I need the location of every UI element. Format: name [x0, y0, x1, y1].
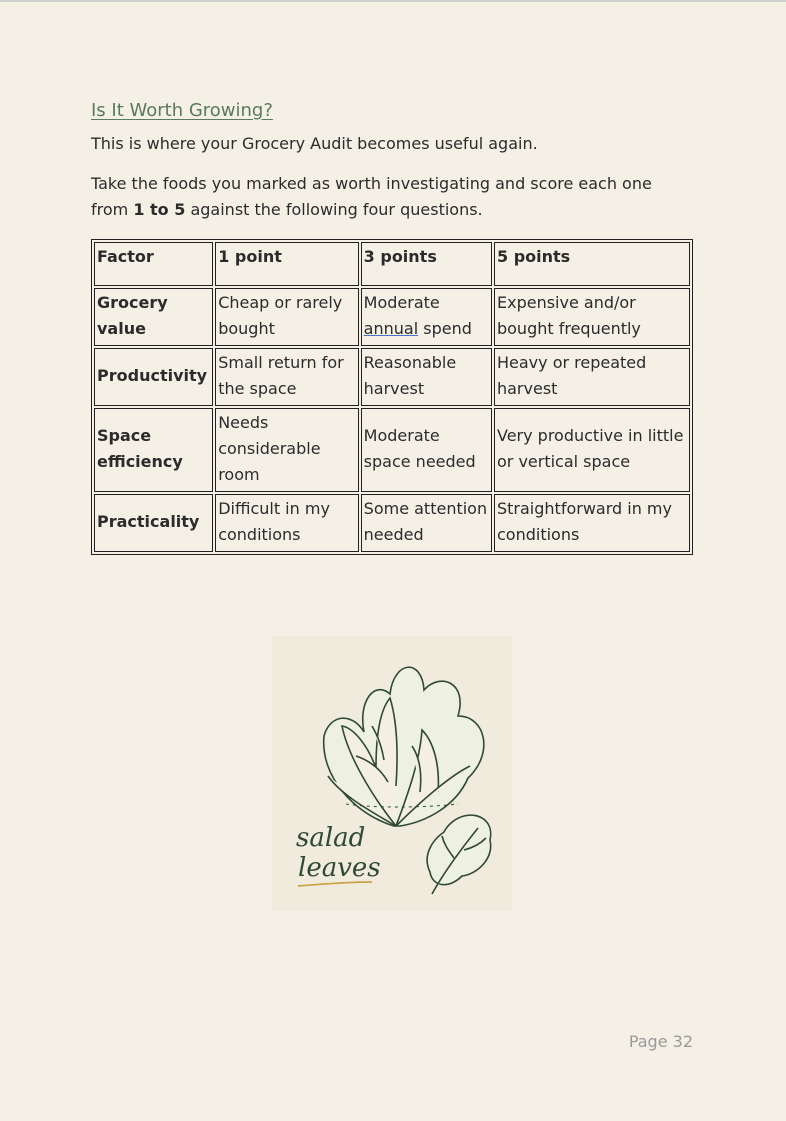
factor-cell: Practicality — [94, 494, 213, 552]
instruction-range: 1 to 5 — [133, 200, 186, 219]
salad-leaves-illustration — [272, 636, 512, 911]
table-row — [94, 288, 690, 346]
instruction-end: against the following four questions. — [185, 200, 483, 219]
page-content — [91, 98, 693, 555]
five-points-cell: Expensive and/or bought frequently — [494, 288, 690, 346]
illustration-caption-line2: leaves — [298, 853, 381, 883]
three-points-cell: Some attention needed — [361, 494, 492, 552]
scoring-table — [91, 239, 693, 555]
page-number: Page 32 — [628, 1032, 693, 1051]
lettuce-drawing — [272, 636, 512, 911]
five-points-cell: Very productive in little or vertical space — [494, 408, 690, 492]
factor-cell: Space efficiency — [94, 408, 213, 492]
five-points-cell: Heavy or repeated harvest — [494, 348, 690, 406]
factor-cell: Grocery value — [94, 288, 213, 346]
one-point-cell: Small return for the space — [215, 348, 358, 406]
instruction-start: Take the foods you marked as worth investigating and score each one from — [91, 174, 652, 219]
three-points-text: Moderate — [363, 293, 440, 312]
five-points-cell: Straightforward in my conditions — [494, 494, 690, 552]
factor-cell: Productivity — [94, 348, 213, 406]
annual-word: annual — [363, 319, 419, 338]
table-row — [94, 408, 690, 492]
top-border — [0, 0, 786, 2]
one-point-cell: Needs considerable room — [215, 408, 358, 492]
three-points-cell — [361, 288, 492, 346]
header-1-point: 1 point — [215, 242, 358, 286]
intro-paragraph: This is where your Grocery Audit becomes useful again. — [91, 134, 538, 153]
instruction-paragraph — [91, 171, 693, 223]
one-point-cell: Difficult in my conditions — [215, 494, 358, 552]
illustration-caption-line1: salad — [296, 823, 366, 853]
table-row — [94, 348, 690, 406]
one-point-cell: Cheap or rarely bought — [215, 288, 358, 346]
table-header-row — [94, 242, 690, 286]
three-points-cell: Reasonable harvest — [361, 348, 492, 406]
header-5-points: 5 points — [494, 242, 690, 286]
three-points-text-end: spend — [418, 319, 472, 338]
three-points-cell: Moderate space needed — [361, 408, 492, 492]
section-heading: Is It Worth Growing? — [91, 100, 273, 121]
header-3-points: 3 points — [361, 242, 492, 286]
table-row — [94, 494, 690, 552]
header-factor: Factor — [94, 242, 213, 286]
